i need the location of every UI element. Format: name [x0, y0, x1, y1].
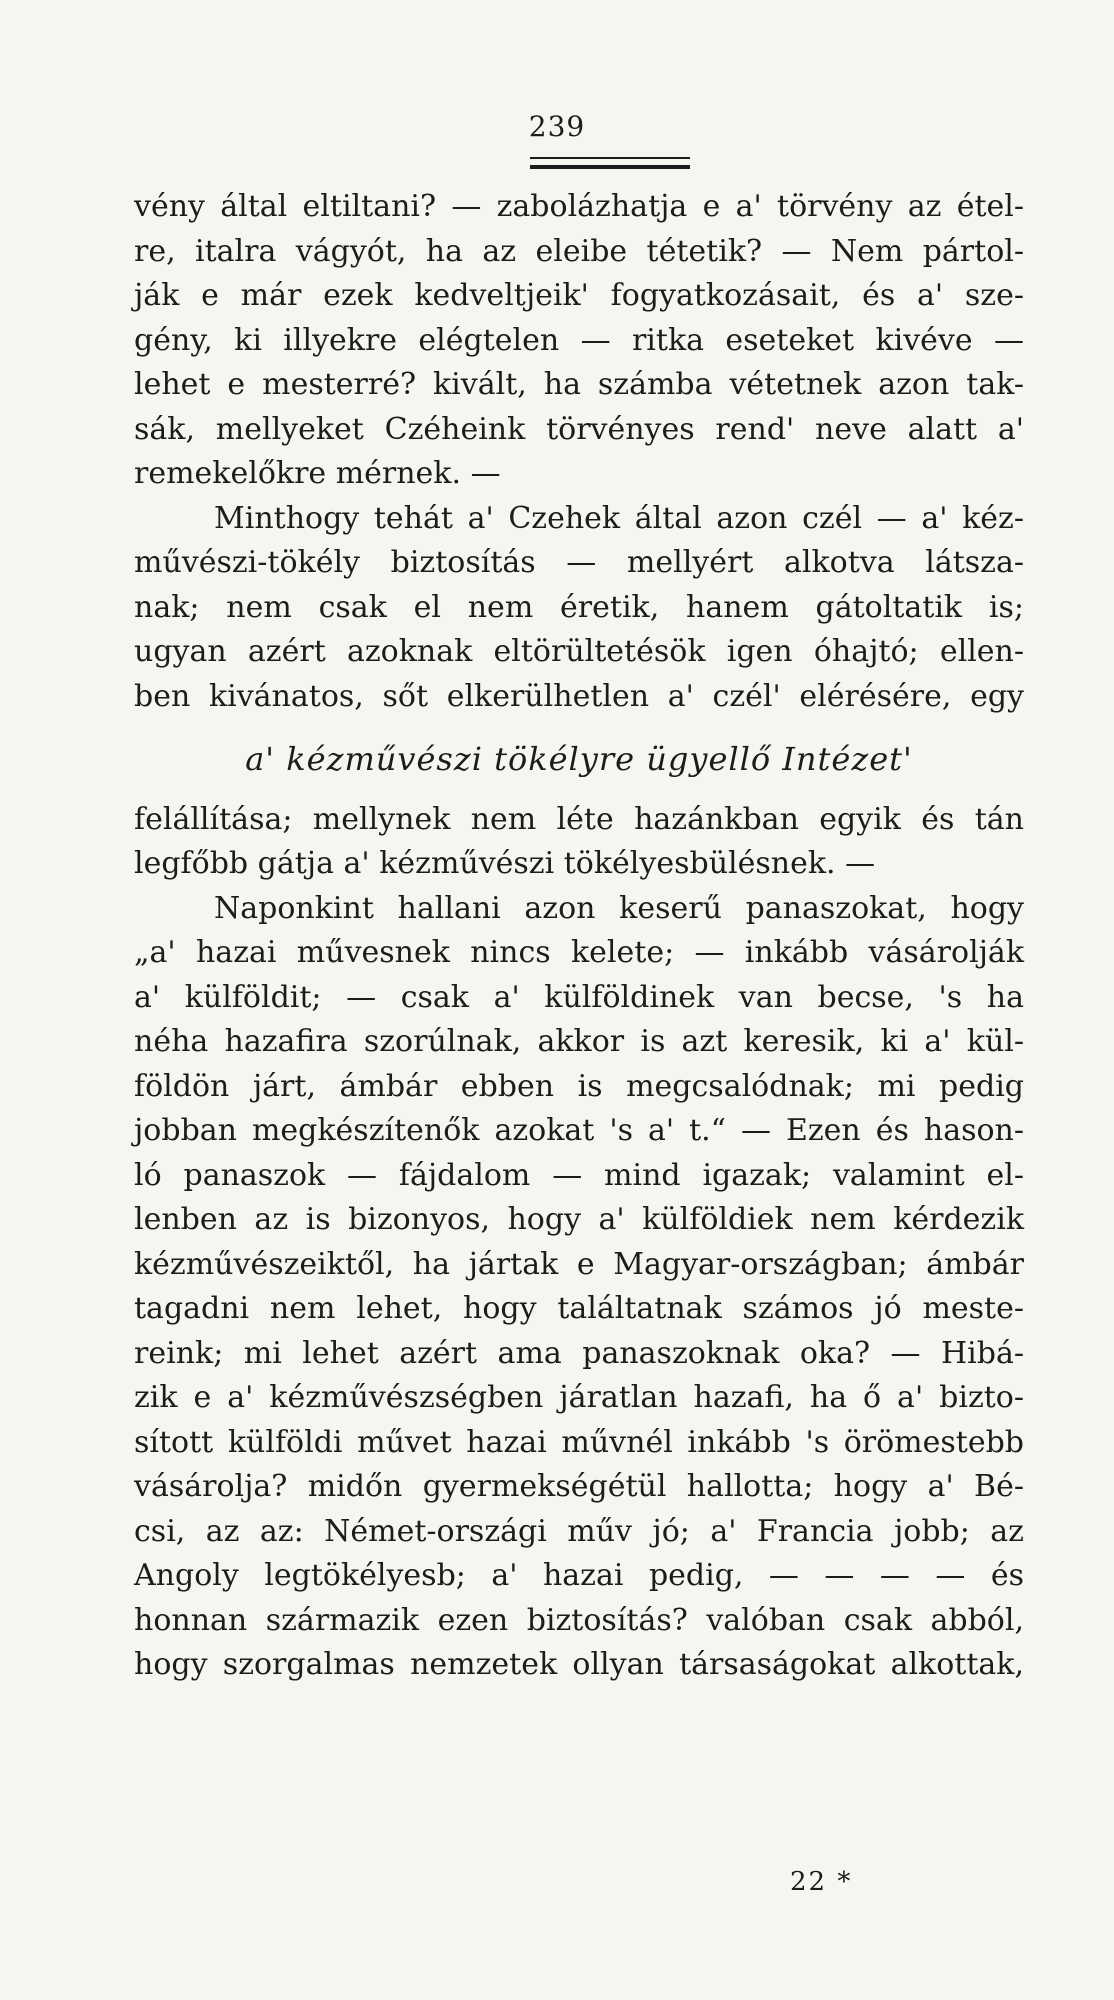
text-line: kézművészeiktől, ha jártak e Magyar-országban; ámbár: [134, 1246, 1024, 1282]
text-line: földön járt, ámbár ebben is megcsalódnak; mi pedig: [134, 1068, 1024, 1104]
paragraph-1: [134, 185, 1024, 497]
text-line: művészi-tökély biztosítás — mellyért alkotva látsza-: [134, 545, 1024, 580]
section-heading: a' kézművészi tökélyre ügyellő Intézet': [245, 740, 913, 778]
text-line: re, italra vágyót, ha az eleibe tétetik? — Nem pártol-: [134, 233, 1024, 269]
page-number: 239: [528, 110, 586, 143]
text-line: tagadni nem lehet, hogy találtatnak számos jó meste-: [134, 1291, 1024, 1326]
text-line: legfőbb gátja a' kézművészi tökélyesbülésnek. —: [134, 846, 876, 881]
text-line: honnan származik ezen biztosítás? valóban csak abból,: [134, 1602, 1024, 1638]
text-line: a' külföldit; — csak a' külföldinek van becse, 's ha: [134, 979, 1024, 1015]
text-line: vásárolja? midőn gyermekségétül hallotta; hogy a' Bé-: [134, 1469, 1024, 1504]
paragraph-4: [134, 887, 1024, 1688]
text-line: gény, ki illyekre elégtelen — ritka eseteket kivéve —: [134, 322, 1024, 358]
text-line: „a' hazai művesnek nincs kelete; — inkább vásárolják: [134, 935, 1024, 970]
text-line: nak; nem csak el nem éretik, hanem gátoltatik is;: [134, 589, 1024, 625]
header-rule: [530, 157, 690, 169]
text-line: lenben az is bizonyos, hogy a' külföldiek nem kérdezik: [134, 1202, 1024, 1237]
text-line: ugyan azért azoknak eltörültetésök igen óhajtó; ellen-: [134, 634, 1024, 669]
text-line: csi, az az: Német-országi műv jó; a' Francia jobb; az: [134, 1513, 1024, 1549]
text-line: felállítása; mellynek nem léte hazánkban egyik és tán: [134, 801, 1024, 837]
text-line: remekelőkre mérnek. —: [134, 456, 501, 491]
text-line: ló panaszok — fájdalom — mind igazak; valamint el-: [134, 1157, 1024, 1193]
paragraph-2: [134, 497, 1024, 720]
text-line: néha hazafira szorúlnak, akkor is azt keresik, ki a' kül-: [134, 1024, 1024, 1059]
text-line: Minthogy tehát a' Czehek által azon czél — a' kéz-: [214, 500, 1024, 536]
paragraph-3: [134, 798, 1024, 887]
text-line: Angoly legtökélyesb; a' hazai pedig, — — — — és: [134, 1558, 1024, 1593]
text-line: vény által eltiltani? — zabolázhatja e a' törvény az étel-: [134, 189, 1024, 224]
signature-mark: 22 *: [790, 1867, 853, 1897]
text-line: sított külföldi művet hazai művnél inkább 's örömestebb: [134, 1424, 1024, 1460]
text-line: zik e a' kézművészségben járatlan hazafi, ha ő a' bizto-: [134, 1380, 1024, 1415]
text-line: hogy szorgalmas nemzetek ollyan társaságokat alkottak,: [134, 1647, 1024, 1682]
text-line: Naponkint hallani azon keserű panaszokat, hogy: [214, 890, 1024, 926]
body-text: [134, 185, 1024, 1688]
text-line: sák, mellyeket Czéheink törvényes rend' neve alatt a': [134, 411, 1024, 447]
text-line: lehet e mesterré? kivált, ha számba vétetnek azon tak-: [134, 367, 1024, 402]
text-line: ják e már ezek kedveltjeik' fogyatkozásait, és a' sze-: [134, 278, 1024, 313]
text-line: ben kivánatos, sőt elkerülhetlen a' czél' elérésére, egy: [134, 678, 1024, 714]
text-line: reink; mi lehet azért ama panaszoknak oka? — Hibá-: [134, 1335, 1024, 1371]
text-line: jobban megkészítenők azokat 's a' t.“ — Ezen és hason-: [134, 1113, 1024, 1148]
